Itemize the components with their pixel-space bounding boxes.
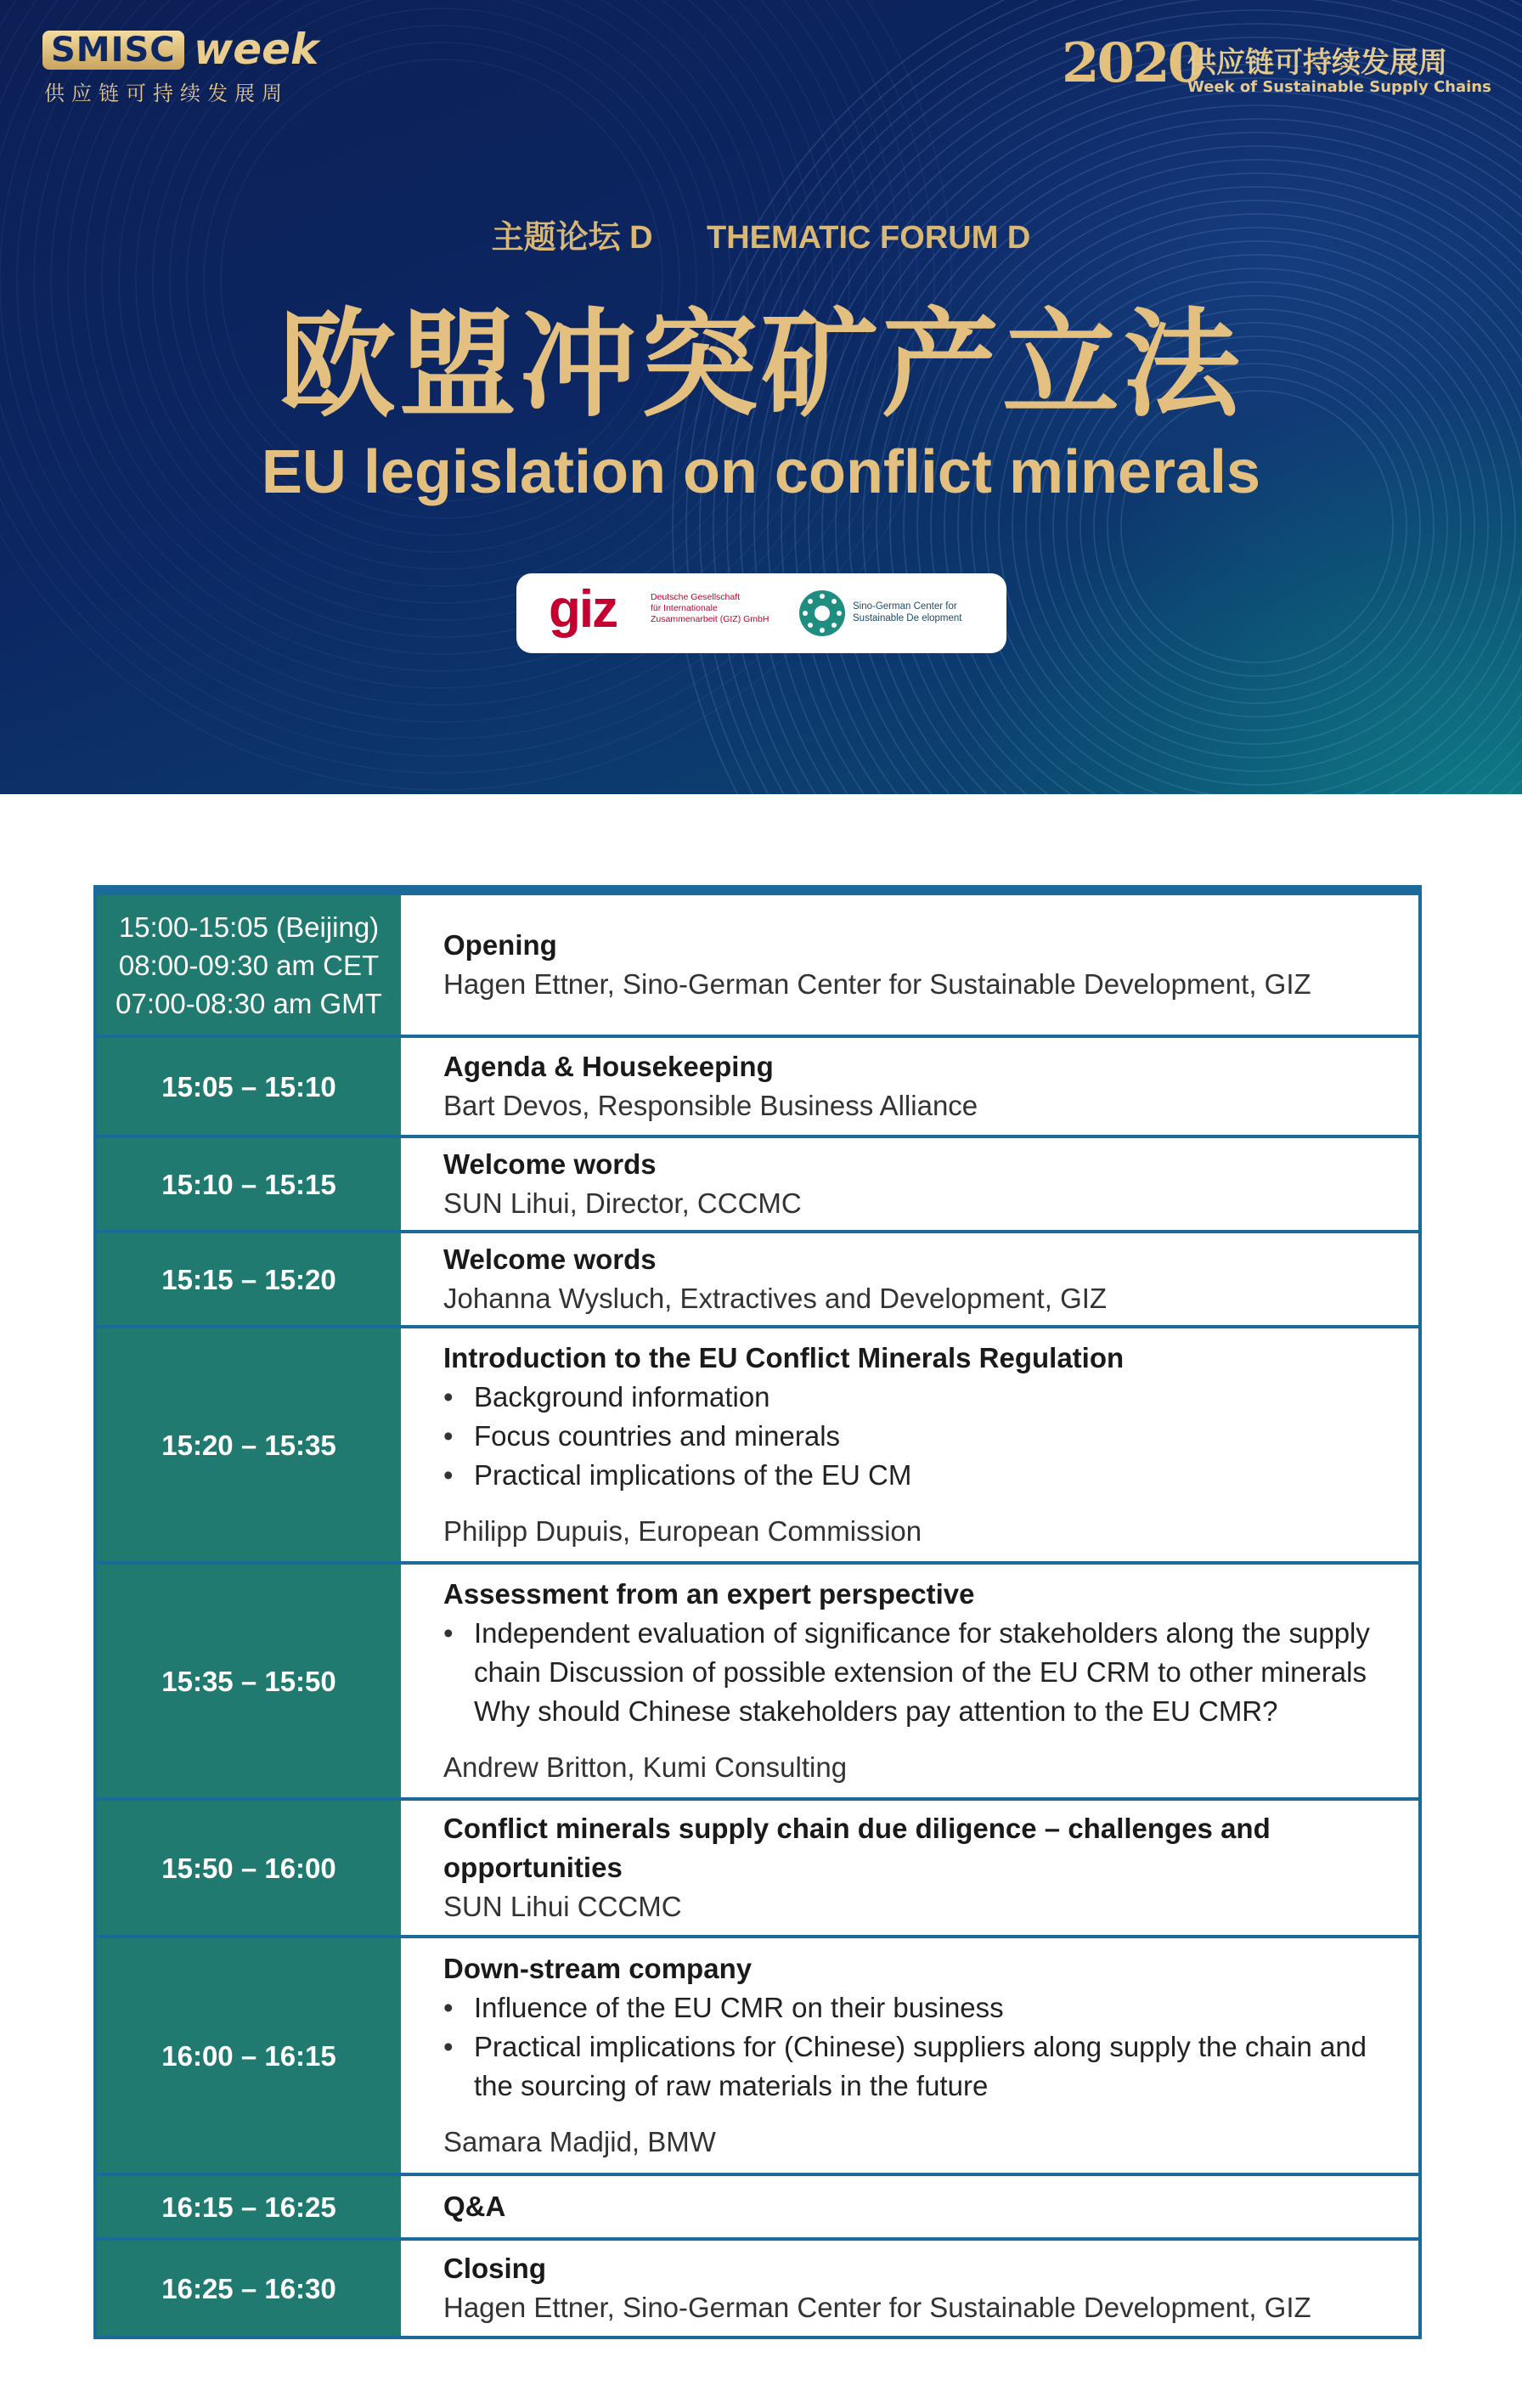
agenda-speaker: SUN Lihui CCCMC — [443, 1891, 682, 1922]
agenda-time — [97, 2241, 404, 2336]
agenda-time-line: 15:20 – 15:35 — [161, 1429, 336, 1461]
agenda-speaker: Samara Madjid, BMW — [443, 2126, 716, 2157]
event-year: 2020 — [1062, 31, 1204, 95]
event-name-cn: 供应链可持续发展周 — [1187, 46, 1447, 80]
agenda-time-line: 15:10 – 15:15 — [161, 1168, 336, 1200]
agenda-bullet: • Background information — [443, 1378, 1406, 1417]
forum-label-cn: 主题论坛 D — [491, 220, 653, 256]
event-2020-logo — [1062, 31, 1503, 102]
agenda-row — [97, 1038, 1418, 1138]
agenda-item-title: Welcome words — [443, 1243, 657, 1275]
agenda-bullet-list — [443, 1988, 1406, 2106]
agenda-bullet: • Influence of the EU CMR on their business — [443, 1988, 1406, 2027]
agenda-item-title: Down-stream company — [443, 1953, 753, 1984]
agenda-speaker: Bart Devos, Responsible Business Alliance — [443, 1090, 978, 1121]
forum-label — [0, 211, 1522, 257]
agenda-time — [97, 895, 404, 1035]
logo-chinese-subtitle: 供应链可持续发展周 — [44, 82, 289, 105]
agenda-speaker: Philipp Dupuis, European Commission — [443, 1515, 922, 1547]
agenda-row — [97, 895, 1418, 1038]
agenda-row — [97, 2241, 1418, 2336]
agenda-bullet-list — [443, 1614, 1406, 1731]
agenda-content — [404, 2241, 1418, 2336]
agenda-speaker: Andrew Britton, Kumi Consulting — [443, 1751, 848, 1783]
agenda-time — [97, 1328, 404, 1561]
giz-name-line: Deutsche Gesellschaft — [651, 592, 741, 602]
event-name-en: Week of Sustainable Supply Chains — [1187, 78, 1491, 96]
smisc-week-logo — [42, 25, 323, 107]
logo-smisc-text: SMISC — [42, 31, 184, 70]
sgc-name-line: Sustainable De elopment — [853, 613, 962, 623]
giz-name — [651, 592, 795, 625]
forum-label-en: THEMATIC FORUM D — [707, 220, 1031, 256]
agenda-row — [97, 1233, 1418, 1328]
agenda-bullet: • Focus countries and minerals — [443, 1417, 1406, 1456]
sgc-name — [853, 601, 997, 624]
agenda-time — [97, 1565, 404, 1797]
agenda-content — [404, 1565, 1418, 1797]
giz-logo-icon: giz — [549, 580, 617, 639]
agenda-item-title: Introduction to the EU Conflict Minerals Regulation — [443, 1342, 1125, 1373]
agenda-item-title: Opening — [443, 929, 557, 961]
agenda-bullet-list — [443, 1378, 1406, 1495]
agenda-time — [97, 1938, 404, 2173]
agenda-time — [97, 1138, 404, 1230]
agenda-bullet: • Practical implications for (Chinese) suppliers along supply the chain and the sourcing of raw materials in the future — [443, 2027, 1406, 2106]
agenda-row — [97, 1938, 1418, 2176]
agenda-time-line: 08:00-09:30 am CET — [118, 949, 380, 981]
agenda-content — [404, 1138, 1418, 1230]
agenda-time — [97, 2176, 404, 2237]
partner-logos — [516, 573, 1006, 653]
agenda-item-title: Assessment from an expert perspective — [443, 1578, 975, 1610]
agenda-item-title: Agenda & Housekeeping — [443, 1051, 774, 1082]
agenda-time-line: 15:00-15:05 (Beijing) — [118, 911, 380, 943]
agenda-item-title: Q&A — [443, 2191, 506, 2222]
agenda-content — [404, 1938, 1418, 2173]
agenda-bullet: • Practical implications of the EU CM — [443, 1456, 1406, 1495]
agenda-time-line: 16:15 – 16:25 — [161, 2191, 336, 2223]
agenda-row — [97, 1328, 1418, 1565]
giz-name-line: Zusammenarbeit (GIZ) GmbH — [651, 614, 769, 624]
agenda-row — [97, 2176, 1418, 2241]
agenda-speaker: Hagen Ettner, Sino-German Center for Sustainable Development, GIZ — [443, 968, 1311, 1000]
sgc-logo-icon — [797, 588, 848, 639]
agenda-content — [404, 2176, 1418, 2237]
giz-name-line: für Internationale — [651, 603, 718, 613]
agenda-time-line: 15:50 – 16:00 — [161, 1852, 336, 1884]
agenda-time-line: 15:35 – 15:50 — [161, 1665, 336, 1697]
agenda-speaker: Hagen Ettner, Sino-German Center for Sustainable Development, GIZ — [443, 2292, 1311, 2323]
page-title-cn: 欧盟冲突矿产立法 — [278, 296, 1243, 433]
agenda-table — [93, 885, 1422, 2339]
agenda-time — [97, 1801, 404, 1935]
header-banner — [0, 0, 1522, 794]
agenda-speaker: Johanna Wysluch, Extractives and Development, GIZ — [443, 1283, 1108, 1314]
agenda-time — [97, 1038, 404, 1135]
sgc-name-line: Sino-German Center for — [853, 601, 957, 612]
agenda-item-title: Conflict minerals supply chain due diligence – challenges and opportunities — [443, 1813, 1271, 1883]
agenda-content — [404, 1233, 1418, 1325]
agenda-time-line: 15:15 – 15:20 — [161, 1263, 336, 1295]
page-title-en: EU legislation on conflict minerals — [261, 438, 1261, 506]
agenda-row — [97, 1801, 1418, 1938]
agenda-time-line: 16:00 – 16:15 — [161, 2039, 336, 2072]
agenda-speaker: SUN Lihui, Director, CCCMC — [443, 1187, 802, 1219]
agenda-item-title: Welcome words — [443, 1148, 657, 1180]
agenda-content — [404, 1801, 1418, 1935]
agenda-time-line: 15:05 – 15:10 — [161, 1070, 336, 1102]
agenda-row — [97, 1565, 1418, 1801]
agenda-content — [404, 895, 1418, 1035]
agenda-item-title: Closing — [443, 2253, 546, 2284]
agenda-time-line: 16:25 – 16:30 — [161, 2272, 336, 2304]
logo-week-text: week — [194, 25, 319, 74]
agenda-time-line: 07:00-08:30 am GMT — [116, 987, 382, 1019]
agenda-content — [404, 1328, 1418, 1561]
agenda-bullet: • Independent evaluation of significance for stakeholders along the supply chain Discussion of possible extension of the EU CRM to other minerals Why should Chinese stakeholders pay attention to the EU CMR? — [443, 1614, 1406, 1731]
agenda-content — [404, 1038, 1418, 1135]
agenda-time — [97, 1233, 404, 1325]
agenda-row — [97, 1138, 1418, 1233]
